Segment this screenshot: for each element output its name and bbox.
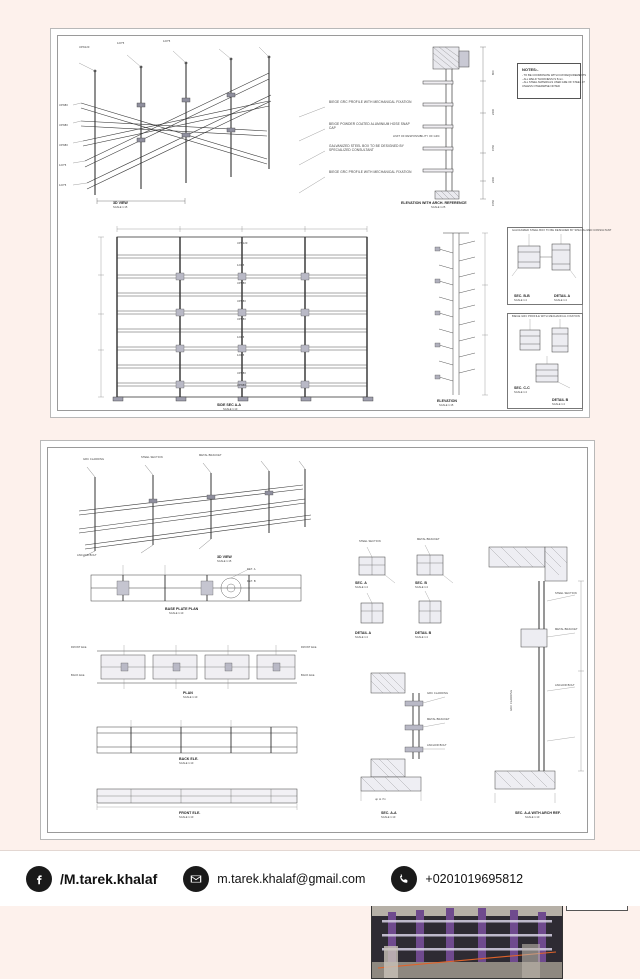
- facebook-glyph: [32, 872, 46, 886]
- tag-upn80-b: UPN80: [237, 300, 246, 303]
- view-title-front-ele: FRONT ELE.: [179, 811, 201, 815]
- seccaa-note-1: GRC CLADDING: [427, 692, 449, 695]
- detail-box-1: [507, 227, 612, 305]
- view-scale-seca: SCALE 1:4: [355, 586, 368, 589]
- view-scale-secb: SCALE 1:4: [415, 586, 428, 589]
- facebook-handle[interactable]: /M.tarek.khalaf: [60, 870, 158, 887]
- view-scale-3d-bottom: SCALE 1:15: [217, 560, 232, 563]
- view-title-sec-cc: SEC. C-C: [514, 386, 530, 390]
- tag-3d-2: 120*5: [117, 42, 125, 45]
- detail-1-note: GALVANIZED STEEL BOX TO BE DESIGNED BY SPECIALIZED CONSULTANT: [512, 229, 612, 232]
- sec-arch-note-4: ANCHOR BOLT: [555, 684, 575, 687]
- view-scale-detail-a: SCALE 1:4: [554, 299, 567, 302]
- view-scale-sec-aa-bottom: SCALE 1:10: [381, 816, 396, 819]
- view-elevation-section: [423, 225, 497, 415]
- email-glyph: [189, 872, 203, 886]
- view-sec-aa-bottom: [341, 667, 471, 827]
- tag-120x5-a: 120*5: [237, 264, 245, 267]
- callout-2: BEIGE POWDER COATED ALUMINIUM HOSE SNAP CAP: [329, 122, 410, 130]
- detail-cluster-note-2: METAL BRACKET: [417, 538, 440, 541]
- tag-upn120: UPN120: [237, 242, 248, 245]
- front-ele-drawing: [71, 781, 321, 815]
- view-title-plan: PLAN: [183, 691, 193, 695]
- notes-box-top: [517, 63, 587, 99]
- view-title-detail-b-b: DETAIL B: [415, 631, 432, 635]
- contact-phone[interactable]: [391, 866, 523, 892]
- view-scale-front-ele: SCALE 1:10: [179, 816, 194, 819]
- view-title-sec-aa-bottom: SEC. A-A: [381, 811, 397, 815]
- tag-upn80-d: UPN80: [237, 372, 246, 375]
- sec-aa-arch-drawing: [481, 541, 591, 821]
- sec-arch-note-2: STEEL SECTION: [555, 592, 577, 595]
- label-det-a: DET. A: [247, 568, 256, 571]
- note-line-1: - TO BE COORDINATE WITH ICW REQUIREMENTS: [522, 74, 587, 77]
- tag-upn80-e: UPN80: [237, 384, 246, 387]
- 3d-view-drawing: [73, 40, 303, 208]
- seccaa-note-2: METAL BRACKET: [427, 718, 450, 721]
- view-scale-sec-cc: SCALE 1:4: [514, 391, 527, 394]
- view-title-detail-b: DETAIL B: [552, 398, 569, 402]
- callout-1: BIEGE GRC PROFILE WITH MECHANICAL FIXATION: [329, 100, 412, 104]
- view-title-elev-arch: ELEVATION WITH ARCH. REFERENCE: [401, 201, 467, 205]
- view-base-plate-plan: [71, 563, 321, 625]
- tag3d-b2: STEEL SECTION: [141, 456, 163, 459]
- view-title-seca: SEC. A: [355, 581, 367, 585]
- view-sec-aa-arch: [481, 541, 591, 829]
- drawing-sheet-top: [50, 28, 612, 418]
- dim-1550a: 1550: [492, 144, 495, 151]
- dim-2400a: 2400: [492, 108, 495, 115]
- view-title-sec-aa-arch: SEC. A-A WITH ARCH REF.: [515, 811, 561, 815]
- note-line-4: UNLESS OTHERWISE NOTED: [522, 84, 560, 88]
- phone-glyph: [397, 872, 411, 886]
- seccaa-note-3: ANCHOR BOLT: [427, 744, 447, 747]
- view-title-side-sec: SIDE SEC A-A: [217, 403, 242, 407]
- view-title-elevation: ELEVATION: [437, 399, 458, 403]
- view-scale-back-ele: SCALE 1:10: [179, 762, 194, 765]
- callout-leaders: [329, 101, 419, 193]
- note-line-2: - ALL WELD THICKNESS IS 5mm.: [522, 77, 564, 81]
- drawing-sheet-bottom: [40, 440, 595, 840]
- phone-number[interactable]: +0201019695812: [425, 871, 524, 886]
- sec-arch-note-1: GRC CLADDING: [510, 689, 513, 711]
- view-scale-plan: SCALE 1:10: [183, 696, 198, 699]
- detail-box-2: [507, 313, 583, 409]
- view-scale-detail-b-b: SCALE 1:4: [415, 636, 428, 639]
- label-front-ele-2: FRONT ELE.: [301, 646, 318, 649]
- view-title-secb: SEC. B: [415, 581, 427, 585]
- view-title-detail-a-b: DETAIL A: [355, 631, 372, 635]
- view-scale-side-sec: SCALE 1:10: [223, 408, 238, 411]
- callout-4: BIEGE GRC PROFILE WITH MECHANICAL FIXATION: [329, 170, 412, 174]
- tag-3d-1: UPN120: [79, 46, 90, 49]
- view-title-back-ele: BACK ELE.: [179, 757, 199, 761]
- view-title-detail-a: DETAIL A: [554, 294, 571, 298]
- view-title-sec-bb: SEC. B-B: [514, 294, 530, 298]
- elevation-section-drawing: [423, 225, 497, 415]
- tag-3d-7: 120*5: [59, 164, 67, 167]
- sec-aa-bottom-drawing: [341, 667, 471, 817]
- view-title-3d: 3D VIEW: [113, 201, 128, 205]
- label-up-to-7m: up to 7m: [375, 798, 386, 801]
- view-scale-sec-aa-arch: SCALE 1:10: [525, 816, 540, 819]
- detail-2-note: BIEGE GRC PROFILE WITH MECHANICAL FIXATION: [512, 315, 580, 318]
- detail-2-drawing: [508, 314, 584, 396]
- tag-upn80-a: UPN80: [237, 282, 246, 285]
- tag-120x5-b: 120*5: [237, 336, 245, 339]
- detail-1-drawing: [508, 228, 584, 292]
- phone-icon[interactable]: [391, 866, 417, 892]
- tag-3d-8: 120*5: [59, 184, 67, 187]
- view-side-sec-aa: [77, 225, 407, 415]
- tag-3d-6: UPN80: [59, 144, 68, 147]
- contact-footer: [0, 850, 640, 906]
- view-scale-3d: SCALE 1:15: [113, 206, 128, 209]
- view-scale-base-plate: SCALE 1:10: [169, 612, 184, 615]
- view-elevation-arch: [393, 41, 513, 211]
- tag-upn80-c: UPN80: [237, 318, 246, 321]
- label-back-ele-1: BACK ELE.: [71, 674, 86, 677]
- view-plan: [71, 639, 321, 707]
- view-3d-top: [59, 40, 303, 209]
- view-scale-sec-bb: SCALE 1:4: [514, 299, 527, 302]
- view-front-ele: [71, 781, 321, 829]
- view-title-3d-bottom: 3D VIEW: [217, 555, 232, 559]
- contact-facebook[interactable]: [26, 866, 157, 892]
- view-scale-elevation: SCALE 1:15: [439, 404, 454, 407]
- dim-800: 800: [492, 70, 495, 75]
- tag-120x5-c: 120*5: [237, 354, 245, 357]
- contact-email[interactable]: [183, 866, 365, 892]
- view-scale-detail-b: SCALE 1:4: [552, 403, 565, 406]
- email-icon[interactable]: [183, 866, 209, 892]
- view-scale-detail-a-b: SCALE 1:4: [355, 636, 368, 639]
- tag3d-b1: GRC CLADDING: [83, 458, 105, 461]
- detail-cluster: [341, 538, 471, 661]
- detail-cluster-note-1: STEEL SECTION: [359, 540, 381, 543]
- label-front-ele-1: FRONT ELE.: [71, 646, 88, 649]
- callout-limit-responsibility: LIMIT OF RESPONSIBILITY OF GRC: [393, 135, 440, 138]
- tag-3d-4: UPN80: [59, 104, 68, 107]
- view-3d-bottom: [65, 454, 325, 569]
- tag3d-b3: METAL BRACKET: [199, 454, 222, 457]
- notes-title-top: NOTES:-: [522, 67, 539, 72]
- elevation-arch-drawing: [413, 41, 513, 211]
- tag3d-b4: ANCHOR BOLT: [77, 554, 97, 557]
- label-back-ele-2: BACK ELE.: [301, 674, 316, 677]
- tag-3d-5: UPN80: [59, 124, 68, 127]
- callout-block-top: [329, 101, 419, 191]
- view-title-base-plate: BASE PLATE PLAN: [165, 607, 199, 611]
- plan-drawing: [71, 639, 321, 697]
- label-det-b: DET. B: [247, 580, 256, 583]
- note-line-3: - ALL STEEL MATERIALS USED ARE OF STEEL 37: [522, 81, 585, 85]
- email-address[interactable]: m.tarek.khalaf@gmail.com: [217, 871, 366, 886]
- view-back-ele: [71, 719, 321, 773]
- dim-1550b: 1550: [492, 199, 495, 206]
- view-scale-elev-arch: SCALE 1:25: [431, 206, 446, 209]
- tag-3d-3: 120*5: [163, 40, 171, 43]
- dim-2400b: 2400: [492, 176, 495, 183]
- callout-3: GALVANIZED STEEL BOX TO BE DESIGNED BY SPECIALIZED CONSULTANT: [329, 144, 404, 152]
- sec-arch-note-3: METAL BRACKET: [555, 628, 578, 631]
- facebook-icon[interactable]: [26, 866, 52, 892]
